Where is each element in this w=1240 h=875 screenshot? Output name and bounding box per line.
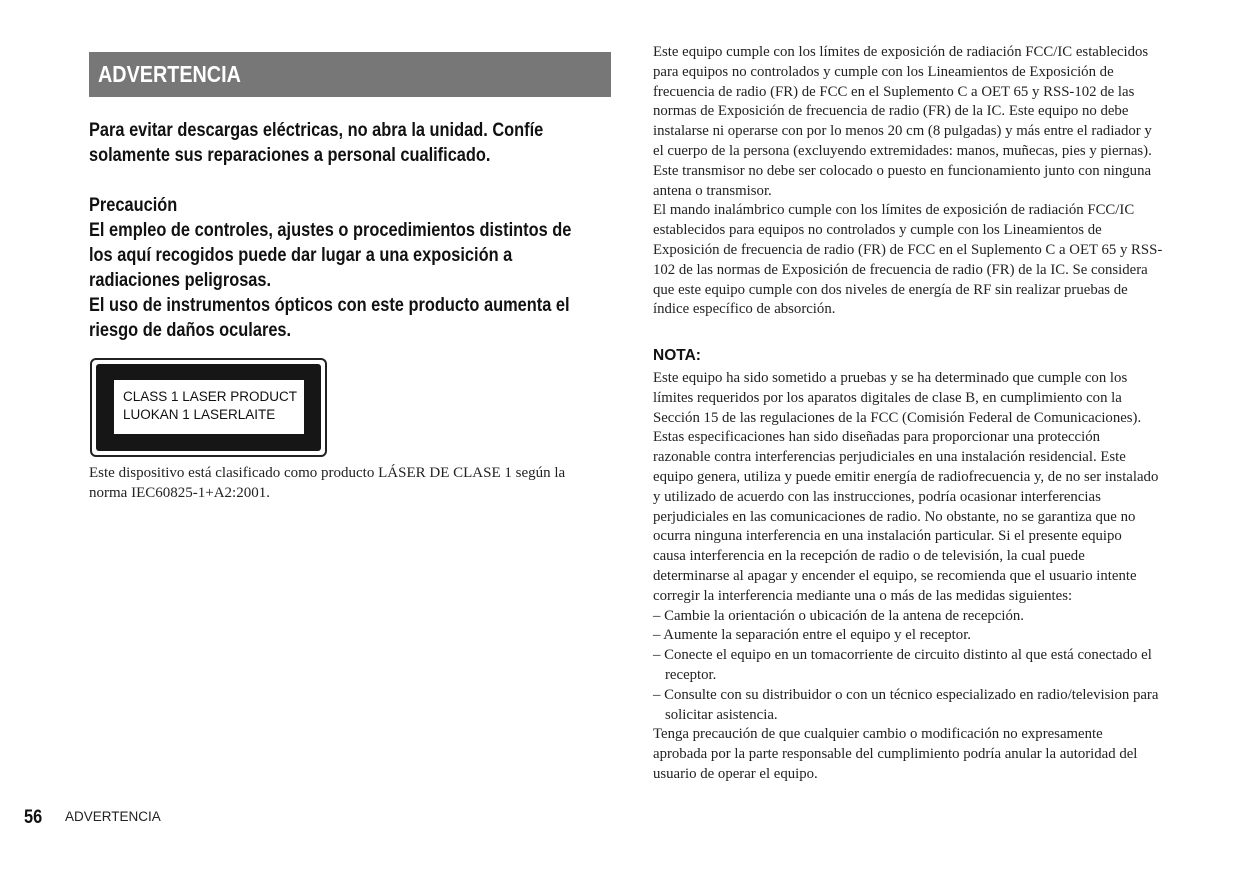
fcc-line: 102 de las normas de Exposición de frecuencia de radio (FR) de la IC. Se considera xyxy=(653,261,1148,278)
nota-list-item: – Consulte con su distribuidor o con un técnico especializado en radio/television para xyxy=(653,686,1159,703)
nota-line: razonable contra interferencias perjudiciales en una instalación residencial. Este xyxy=(653,449,1126,466)
warning-line: Para evitar descargas eléctricas, no abra la unidad. Confíe xyxy=(89,119,544,141)
caution-line: los aquí recogidos puede dar lugar a una exposición a xyxy=(89,244,513,266)
fcc-line: el cuerpo de la persona (excluyendo extremidades: manos, muñecas, pies y piernas). xyxy=(653,142,1152,159)
fcc-line: instalarse ni operarse con por lo menos 20 cm (8 pulgadas) y más entre el radiador y xyxy=(653,123,1152,140)
laser-label-text-box xyxy=(114,380,304,434)
footer-section-label: ADVERTENCIA xyxy=(65,809,161,824)
nota-line: aprobada por la parte responsable del cumplimiento podría anular la autoridad del xyxy=(653,746,1138,763)
nota-line: equipo genera, utiliza y puede emitir energía de radiofrecuencia y, de no ser instalado xyxy=(653,468,1159,485)
nota-line: perjudiciales en las comunicaciones de radio. No obstante, no se garantiza que no xyxy=(653,508,1136,525)
nota-line: y utilizado de acuerdo con las instrucciones, podría ocasionar interferencias xyxy=(653,488,1101,505)
fcc-line: índice específico de absorción. xyxy=(653,301,836,318)
warning-line: solamente sus reparaciones a personal cualificado. xyxy=(89,144,491,166)
nota-list-item-continuation: solicitar asistencia. xyxy=(665,706,778,723)
caption-line: Este dispositivo está clasificado como producto LÁSER DE CLASE 1 según la xyxy=(89,465,566,481)
laser-label-frame xyxy=(96,364,321,451)
nota-list-item-continuation: receptor. xyxy=(665,666,717,683)
section-title: ADVERTENCIA xyxy=(98,61,241,87)
nota-line: Estas especificaciones han sido diseñadas para proporcionar una protección xyxy=(653,429,1101,446)
page-number: 56 xyxy=(24,807,43,828)
fcc-line: Este equipo cumple con los límites de exposición de radiación FCC/IC establecidos xyxy=(653,44,1149,60)
caution-line: El uso de instrumentos ópticos con este producto aumenta el xyxy=(89,294,570,316)
caution-line: El empleo de controles, ajustes o procedimientos distintos de xyxy=(89,219,572,241)
nota-text xyxy=(653,369,1183,785)
fcc-line: normas de Exposición de frecuencia de radio (FR) de la IC. Este equipo no debe xyxy=(653,103,1129,120)
nota-line: usuario de operar el equipo. xyxy=(653,765,818,782)
fcc-line: antena o transmisor. xyxy=(653,182,772,199)
nota-line: determinarse al apagar y encender el equipo, se recomienda que el usuario intente xyxy=(653,567,1137,584)
laser-caption xyxy=(89,463,609,503)
caution-line: riesgo de daños oculares. xyxy=(89,319,292,341)
fcc-line: Este transmisor no debe ser colocado o puesto en funcionamiento junto con ninguna xyxy=(653,162,1152,179)
nota-line: Sección 15 de las regulaciones de la FCC (Comisión Federal de Comunicaciones). xyxy=(653,409,1142,426)
section-banner xyxy=(89,52,611,97)
caution-block xyxy=(89,193,619,343)
fcc-exposure-text xyxy=(653,43,1183,320)
caution-line: radiaciones peligrosas. xyxy=(89,269,272,291)
fcc-line: para equipos no controlados y cumple con los Lineamientos de Exposición de xyxy=(653,63,1114,80)
nota-line: causa interferencia en la recepción de radio o de televisión, la cual puede xyxy=(653,548,1085,565)
nota-line: Este equipo ha sido sometido a pruebas y se ha determinado que cumple con los xyxy=(653,370,1128,386)
nota-line: límites requeridos por los aparatos digitales de clase B, en cumplimiento con la xyxy=(653,389,1122,406)
laser-label-line: LUOKAN 1 LASERLAITE xyxy=(123,407,276,422)
laser-label-line: CLASS 1 LASER PRODUCT xyxy=(123,389,298,404)
nota-heading: NOTA: xyxy=(653,347,701,364)
nota-line: Tenga precaución de que cualquier cambio o modificación no expresamente xyxy=(653,726,1103,743)
nota-list-item: – Conecte el equipo en un tomacorriente de circuito distinto al que está conectado el xyxy=(653,647,1152,664)
fcc-line: Exposición de frecuencia de radio (FR) de FCC en el Suplemento C a OET 65 y RSS- xyxy=(653,241,1163,258)
laser-product-label xyxy=(90,358,327,457)
nota-list-item: – Aumente la separación entre el equipo y el receptor. xyxy=(653,627,972,644)
nota-line: ocurra ninguna interferencia en una instalación particular. Si el presente equipo xyxy=(653,528,1122,545)
caption-line: norma IEC60825-1+A2:2001. xyxy=(89,485,270,501)
electric-shock-warning xyxy=(89,118,619,168)
fcc-line: El mando inalámbrico cumple con los límites de exposición de radiación FCC/IC xyxy=(653,202,1135,219)
fcc-line: establecidos para equipos no controlados y cumple con los Lineamientos de xyxy=(653,222,1102,239)
nota-line: corregir la interferencia mediante una o más de las medidas siguientes: xyxy=(653,587,1073,604)
nota-list-item: – Cambie la orientación o ubicación de la antena de recepción. xyxy=(653,607,1024,624)
caution-heading: Precaución xyxy=(89,194,178,216)
fcc-line: que este equipo cumple con dos niveles de energía de RF sin realizar pruebas de xyxy=(653,281,1128,298)
fcc-line: frecuencia de radio (FR) de FCC en el Suplemento C a OET 65 y RSS-102 de las xyxy=(653,83,1135,100)
